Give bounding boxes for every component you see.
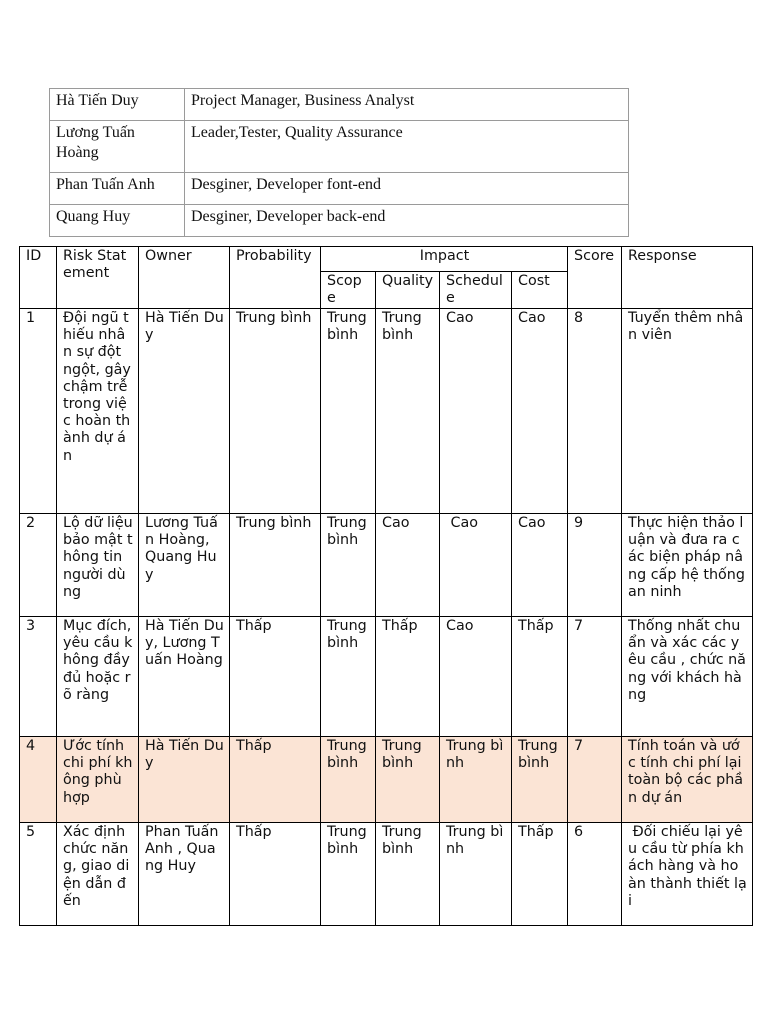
cell-cost: Thấp	[512, 823, 568, 926]
table-row	[20, 823, 753, 926]
cell-statement: Mục đích, yêu cầu không đầy đủ hoặc rõ ràng	[57, 617, 139, 737]
cell-probability: Trung bình	[230, 309, 321, 514]
team-row	[50, 89, 629, 121]
cell-statement: Ước tính chi phí không phù hợp	[57, 737, 139, 823]
member-name: Phan Tuấn Anh	[50, 173, 185, 205]
cell-schedule: Cao	[440, 309, 512, 514]
cell-probability: Trung bình	[230, 514, 321, 617]
team-row	[50, 205, 629, 237]
cell-scope: Trung bình	[321, 823, 376, 926]
cell-response: Thực hiện thảo luận và đưa ra các biện pháp nâng cấp hệ thống an ninh	[622, 514, 753, 617]
cell-schedule: Cao	[440, 514, 512, 617]
member-name: Hà Tiến Duy	[50, 89, 185, 121]
cell-id: 5	[20, 823, 57, 926]
table-row	[20, 617, 753, 737]
table-row	[20, 514, 753, 617]
risk-register-table	[19, 246, 753, 926]
cell-owner: Hà Tiến Duy	[139, 309, 230, 514]
cell-score: 7	[568, 737, 622, 823]
cell-statement: Đội ngũ thiếu nhân sự đột ngột, gây chậm trễ trong việc hoàn thành dự án	[57, 309, 139, 514]
header-risk-statement: Risk Statement	[57, 247, 139, 309]
cell-owner: Hà Tiến Duy	[139, 737, 230, 823]
cell-response: Đối chiếu lại yêu cầu từ phía khách hàng và hoàn thành thiết lại	[622, 823, 753, 926]
cell-cost: Thấp	[512, 617, 568, 737]
member-role: Project Manager, Business Analyst	[185, 89, 629, 121]
cell-quality: Cao	[376, 514, 440, 617]
header-probability: Probability	[230, 247, 321, 309]
cell-score: 7	[568, 617, 622, 737]
header-quality: Quality	[376, 272, 440, 309]
cell-schedule: Trung bình	[440, 737, 512, 823]
cell-schedule: Trung bình	[440, 823, 512, 926]
cell-id: 1	[20, 309, 57, 514]
member-role: Leader,Tester, Quality Assurance	[185, 121, 629, 173]
header-owner: Owner	[139, 247, 230, 309]
cell-scope: Trung bình	[321, 514, 376, 617]
header-response: Response	[622, 247, 753, 309]
cell-cost: Trung bình	[512, 737, 568, 823]
cell-scope: Trung bình	[321, 617, 376, 737]
team-row	[50, 173, 629, 205]
member-name: Quang Huy	[50, 205, 185, 237]
cell-id: 3	[20, 617, 57, 737]
team-roles-table	[49, 88, 629, 237]
header-score: Score	[568, 247, 622, 309]
cell-probability: Thấp	[230, 823, 321, 926]
cell-score: 6	[568, 823, 622, 926]
cell-statement: Xác định chức năng, giao diện dẫn đến	[57, 823, 139, 926]
cell-probability: Thấp	[230, 737, 321, 823]
cell-id: 2	[20, 514, 57, 617]
cell-id: 4	[20, 737, 57, 823]
cell-owner: Lương Tuấn Hoàng, Quang Huy	[139, 514, 230, 617]
cell-owner: Phan Tuấn Anh , Quang Huy	[139, 823, 230, 926]
member-role: Desginer, Developer font-end	[185, 173, 629, 205]
cell-cost: Cao	[512, 309, 568, 514]
cell-quality: Trung bình	[376, 737, 440, 823]
cell-statement: Lộ dữ liệu bảo mật thông tin người dùng	[57, 514, 139, 617]
cell-response: Tuyển thêm nhân viên	[622, 309, 753, 514]
member-role: Desginer, Developer back-end	[185, 205, 629, 237]
cell-quality: Trung bình	[376, 823, 440, 926]
header-cost: Cost	[512, 272, 568, 309]
cell-score: 9	[568, 514, 622, 617]
cell-scope: Trung bình	[321, 737, 376, 823]
table-row	[20, 309, 753, 514]
header-schedule: Schedule	[440, 272, 512, 309]
cell-quality: Thấp	[376, 617, 440, 737]
cell-response: Tính toán và ước tính chi phí lại toàn bộ các phần dự án	[622, 737, 753, 823]
header-id: ID	[20, 247, 57, 309]
cell-quality: Trung bình	[376, 309, 440, 514]
table-row-highlighted	[20, 737, 753, 823]
cell-owner: Hà Tiến Duy, Lương Tuấn Hoàng	[139, 617, 230, 737]
team-row	[50, 121, 629, 173]
header-scope: Scope	[321, 272, 376, 309]
header-impact: Impact	[321, 247, 568, 272]
cell-schedule: Cao	[440, 617, 512, 737]
header-row	[20, 247, 753, 272]
member-name: Lương Tuấn Hoàng	[50, 121, 185, 173]
cell-scope: Trung bình	[321, 309, 376, 514]
cell-score: 8	[568, 309, 622, 514]
cell-cost: Cao	[512, 514, 568, 617]
cell-probability: Thấp	[230, 617, 321, 737]
cell-response: Thống nhất chuẩn và xác các yêu cầu , chức năng với khách hàng	[622, 617, 753, 737]
